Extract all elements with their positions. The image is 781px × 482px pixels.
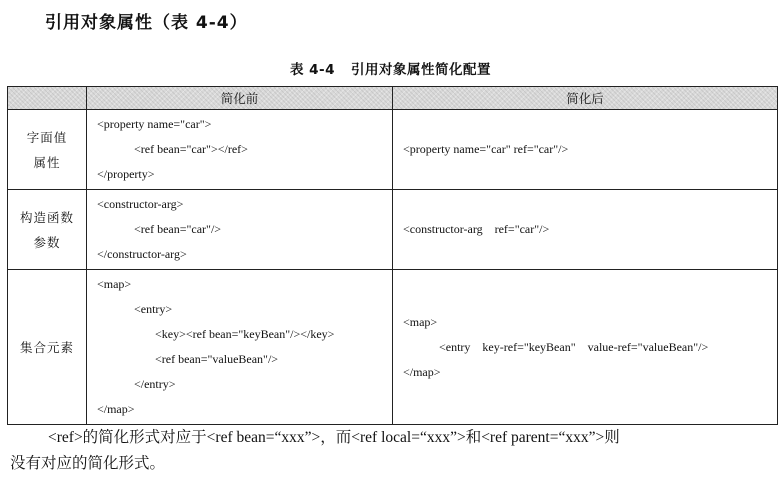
code-line: <property name="car"> — [97, 117, 212, 131]
code-line: <ref bean="car"/> — [134, 222, 222, 236]
table-row-collection-element — [8, 270, 778, 425]
table-caption-title: 引用对象属性简化配置 — [351, 62, 492, 78]
paragraph-line-1 — [10, 425, 776, 451]
code-line: <key><ref bean="keyBean"/></key> — [155, 327, 335, 341]
row-label-line: 参数 — [33, 234, 61, 250]
before-cell — [87, 110, 393, 190]
code-line: <entry> — [134, 302, 173, 316]
before-cell — [87, 270, 393, 425]
paragraph-line-2: 没有对应的简化形式。 — [10, 455, 166, 472]
body-paragraph — [10, 425, 776, 477]
table-row-constructor-arg — [8, 190, 778, 270]
header-cell-label — [8, 87, 87, 110]
row-label-line: 构造函数 — [19, 209, 74, 225]
code-line: </constructor-arg> — [97, 247, 187, 261]
after-cell — [393, 110, 778, 190]
row-label — [8, 110, 87, 190]
table-caption-number: 表 4-4 — [289, 62, 336, 78]
table-header-row — [8, 87, 778, 110]
paragraph-line-1-text: <ref>的简化形式对应于<ref bean=“xxx”>，而<ref local=“xxx”>和<ref parent=“xxx”>则 — [48, 429, 620, 446]
code-line: </entry> — [134, 377, 176, 391]
code-line: <ref bean="valueBean"/> — [155, 352, 279, 366]
code-line: </property> — [97, 167, 155, 181]
code-line: <map> — [97, 277, 132, 291]
table-caption — [0, 58, 781, 78]
row-label-line: 属性 — [33, 154, 61, 170]
code-line: <property name="car" ref="car"/> — [403, 142, 569, 156]
row-label — [8, 270, 87, 425]
row-label-line: 集合元素 — [19, 339, 74, 355]
after-cell — [393, 270, 778, 425]
code-line: <ref bean="car"></ref> — [134, 142, 248, 156]
row-label-line: 字面值 — [26, 129, 68, 145]
code-line: <map> — [403, 314, 438, 329]
before-cell — [87, 190, 393, 270]
config-table — [7, 86, 778, 425]
section-heading: 引用对象属性（表 4-4） — [45, 13, 248, 33]
header-cell-after: 简化后 — [393, 87, 778, 110]
code-line: </map> — [97, 402, 135, 416]
table-row-literal-property — [8, 110, 778, 190]
code-line: <constructor-arg> — [97, 197, 184, 211]
code-line: <entry key-ref="keyBean" value-ref="valueBean"/> — [439, 339, 709, 354]
code-line: </map> — [403, 364, 441, 379]
code-line: <constructor-arg ref="car"/> — [403, 222, 550, 236]
header-cell-before: 简化前 — [87, 87, 393, 110]
row-label — [8, 190, 87, 270]
after-cell — [393, 190, 778, 270]
